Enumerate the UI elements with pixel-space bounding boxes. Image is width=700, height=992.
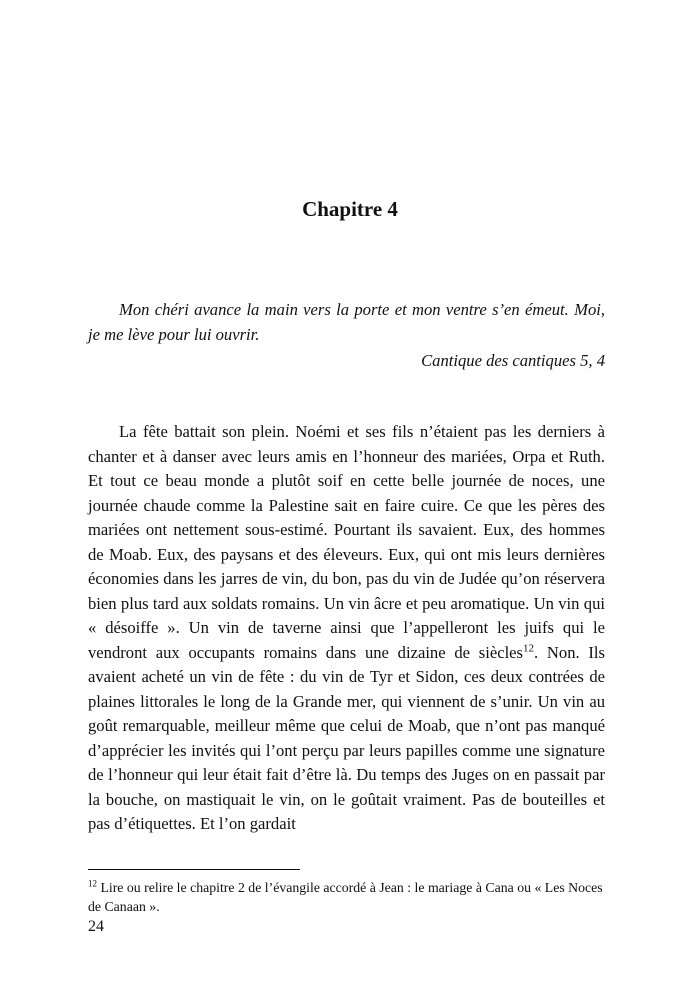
page-number: 24 [88, 918, 104, 935]
epigraph [88, 298, 605, 374]
epigraph-source: Cantique des cantiques 5, 4 [421, 351, 605, 370]
footnote-reference: 12 [523, 641, 535, 654]
footnote [88, 878, 605, 916]
footnote-divider [88, 869, 300, 870]
chapter-title: Chapitre 4 [302, 197, 398, 221]
footnote-number: 12 [88, 878, 97, 889]
epigraph-text: Mon chéri avance la main vers la porte et mon ventre s’en émeut. Moi, je me lève pour lui ouvrir. [88, 300, 605, 344]
body-paragraph [88, 420, 605, 837]
footnote-text: Lire ou relire le chapitre 2 de l’évangile accordé à Jean : le mariage à Cana ou « Les Noces de Canaan ». [88, 880, 603, 914]
body-text-part-2: . Non. Ils avaient acheté un vin de fête : du vin de Tyr et Sidon, ces deux contrées de plaines littorales le long de la Grande mer, qui viennent de s’unir. Un vin au goût remarquable, meilleur même que celui de Moab, que n’ont pas manqué d’apprécier les invités qui l’ont perçu par leurs papilles comme une signature de l’honneur qui leur était fait d’être là. Du temps des Juges on en passait par la bouche, on mastiquait le vin, on le goûtait vraiment. Pas de bouteilles et pas d’étiquettes. Et l’on gardait [88, 642, 606, 833]
body-text-part-1: La fête battait son plein. Noémi et ses fils n’étaient pas les derniers à chanter et à danser avec leurs amis en l’honneur des mariées, Orpa et Ruth. Et tout ce beau monde a plutôt soif en cette belle journée de noces, une journée chaude comme la Palestine sait en faire cuire. Ce que les pères des mariées ont nettement sous-estimé. Pourtant ils savaient. Eux, des hommes de Moab. Eux, des paysans et des éleveurs. Eux, qui ont mis leurs dernières économies dans les jarres de vin, du bon, pas du vin de Judée qu’on réservera bien plus tard aux soldats romains. Un vin âcre et peu aromatique. Un vin qui « désoiffe ». Un vin de taverne ainsi que l’appelleront les juifs qui le vendront aux occupants romains dans une dizaine de siècles [88, 422, 605, 662]
